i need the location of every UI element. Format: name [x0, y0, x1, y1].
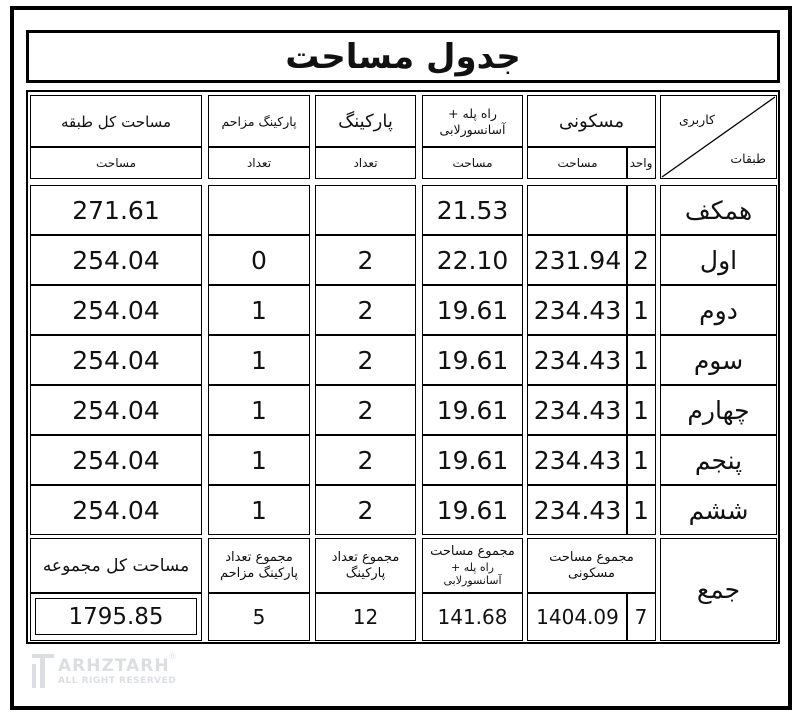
- stairs-area-cell: 19.61: [422, 385, 523, 435]
- floor-total-cell: 254.04: [30, 235, 202, 285]
- floor-label-cell: پنجم: [660, 435, 777, 485]
- stairs-area-cell: 21.53: [422, 185, 523, 235]
- residential-unit-header: واحد: [626, 146, 656, 179]
- stairs-header-line1: راه پله +: [448, 105, 497, 121]
- watermark-rights: ALL RIGHT RESERVED: [58, 676, 177, 686]
- corner-usage-label: کاربری: [679, 112, 715, 127]
- totals-parking-header-line1: مجموع تعداد: [331, 549, 400, 565]
- totals-units: 7: [626, 592, 656, 641]
- unit-count-cell: 1: [626, 285, 656, 335]
- unit-count-cell: 1: [626, 435, 656, 485]
- stairs-area-cell: 19.61: [422, 485, 523, 535]
- watermark-registered: ®: [168, 652, 177, 662]
- unit-count-cell: 1: [626, 335, 656, 385]
- totals-label: جمع: [660, 538, 777, 641]
- totals-stairs-area: 141.68: [422, 592, 523, 641]
- watermark-logo-icon: [30, 650, 60, 692]
- residential-header: مسکونی: [527, 95, 656, 148]
- floor-label-cell: ششم: [660, 485, 777, 535]
- residential-area-cell: 231.94: [527, 235, 628, 285]
- floor-label-cell: همکف: [660, 185, 777, 235]
- parking-header: پارکینگ: [315, 95, 416, 148]
- parking-count-cell: 2: [315, 485, 416, 535]
- stairs-header-line2: آسانسورلابی: [439, 121, 506, 137]
- totals-parking-header-line2: پارکینگ: [345, 566, 386, 581]
- floor-total-cell: 254.04: [30, 485, 202, 535]
- blocking-parking-header: پارکینگ مزاحم: [208, 95, 310, 148]
- floor-label-cell: سوم: [660, 335, 777, 385]
- totals-stairs-header-line3: آسانسورلابی: [443, 574, 502, 588]
- grand-total-cell: [30, 592, 202, 641]
- blocking-count-cell: 1: [208, 335, 310, 385]
- parking-count-header: تعداد: [315, 146, 416, 179]
- blocking-count-cell: 1: [208, 285, 310, 335]
- blocking-parking-count-header: تعداد: [208, 146, 310, 179]
- totals-residential-header-line1: مجموع مساحت: [549, 549, 634, 565]
- unit-count-cell: 2: [626, 235, 656, 285]
- watermark: [30, 648, 180, 693]
- totals-residential-header-line2: مسکونی: [568, 566, 615, 581]
- totals-stairs-header-line2: راه پله +: [451, 560, 494, 574]
- parking-count-cell: 2: [315, 385, 416, 435]
- floor-label-cell: اول: [660, 235, 777, 285]
- totals-blocking-header-line1: مجموع تعداد: [225, 549, 293, 565]
- floor-total-cell: 271.61: [30, 185, 202, 235]
- floor-total-header: مساحت کل طبقه: [30, 95, 202, 148]
- stairs-area-cell: 19.61: [422, 335, 523, 385]
- stairs-area-cell: 19.61: [422, 285, 523, 335]
- stairs-header: [422, 95, 523, 148]
- title-box: [26, 30, 780, 83]
- residential-area-header: مساحت: [527, 146, 628, 179]
- floor-label-cell: دوم: [660, 285, 777, 335]
- floor-total-cell: 254.04: [30, 285, 202, 335]
- watermark-brand: ARHZTARH: [58, 656, 170, 676]
- grand-total-header: مساحت کل مجموعه: [30, 538, 202, 594]
- parking-count-cell: 2: [315, 235, 416, 285]
- residential-area-cell: 234.43: [527, 485, 628, 535]
- corner-header: [660, 95, 777, 179]
- residential-area-cell: 234.43: [527, 435, 628, 485]
- totals-parking-header: [315, 538, 416, 594]
- totals-residential-area: 1404.09: [527, 592, 628, 641]
- area-table: [26, 90, 780, 644]
- totals-residential-header: [527, 538, 656, 594]
- parking-count-cell: 2: [315, 435, 416, 485]
- unit-count-cell: 1: [626, 385, 656, 435]
- residential-area-cell: 234.43: [527, 385, 628, 435]
- blocking-count-cell: [208, 185, 310, 235]
- blocking-count-cell: 1: [208, 385, 310, 435]
- totals-blocking-header-line2: پارکینگ مزاحم: [219, 566, 299, 581]
- totals-stairs-header: [422, 538, 523, 594]
- totals-stairs-header-line1: مجموع مساحت: [430, 543, 515, 559]
- floor-total-area-header: مساحت: [30, 146, 202, 179]
- stairs-area-header: مساحت: [422, 146, 523, 179]
- floor-total-cell: 254.04: [30, 435, 202, 485]
- floor-label-cell: چهارم: [660, 385, 777, 435]
- totals-blocking-header: [208, 538, 310, 594]
- unit-count-cell: [626, 185, 656, 235]
- residential-area-cell: [527, 185, 628, 235]
- totals-blocking-count: 5: [208, 592, 310, 641]
- blocking-count-cell: 0: [208, 235, 310, 285]
- stairs-area-cell: 22.10: [422, 235, 523, 285]
- totals-parking-count: 12: [315, 592, 416, 641]
- parking-count-cell: 2: [315, 335, 416, 385]
- grand-total-value: 1795.85: [35, 598, 197, 635]
- residential-area-cell: 234.43: [527, 285, 628, 335]
- corner-floors-label: طبقات: [730, 151, 766, 166]
- floor-total-cell: 254.04: [30, 385, 202, 435]
- parking-count-cell: [315, 185, 416, 235]
- unit-count-cell: 1: [626, 485, 656, 535]
- residential-area-cell: 234.43: [527, 335, 628, 385]
- parking-count-cell: 2: [315, 285, 416, 335]
- blocking-count-cell: 1: [208, 435, 310, 485]
- floor-total-cell: 254.04: [30, 335, 202, 385]
- page-title: جدول مساحت: [285, 36, 521, 77]
- blocking-count-cell: 1: [208, 485, 310, 535]
- stairs-area-cell: 19.61: [422, 435, 523, 485]
